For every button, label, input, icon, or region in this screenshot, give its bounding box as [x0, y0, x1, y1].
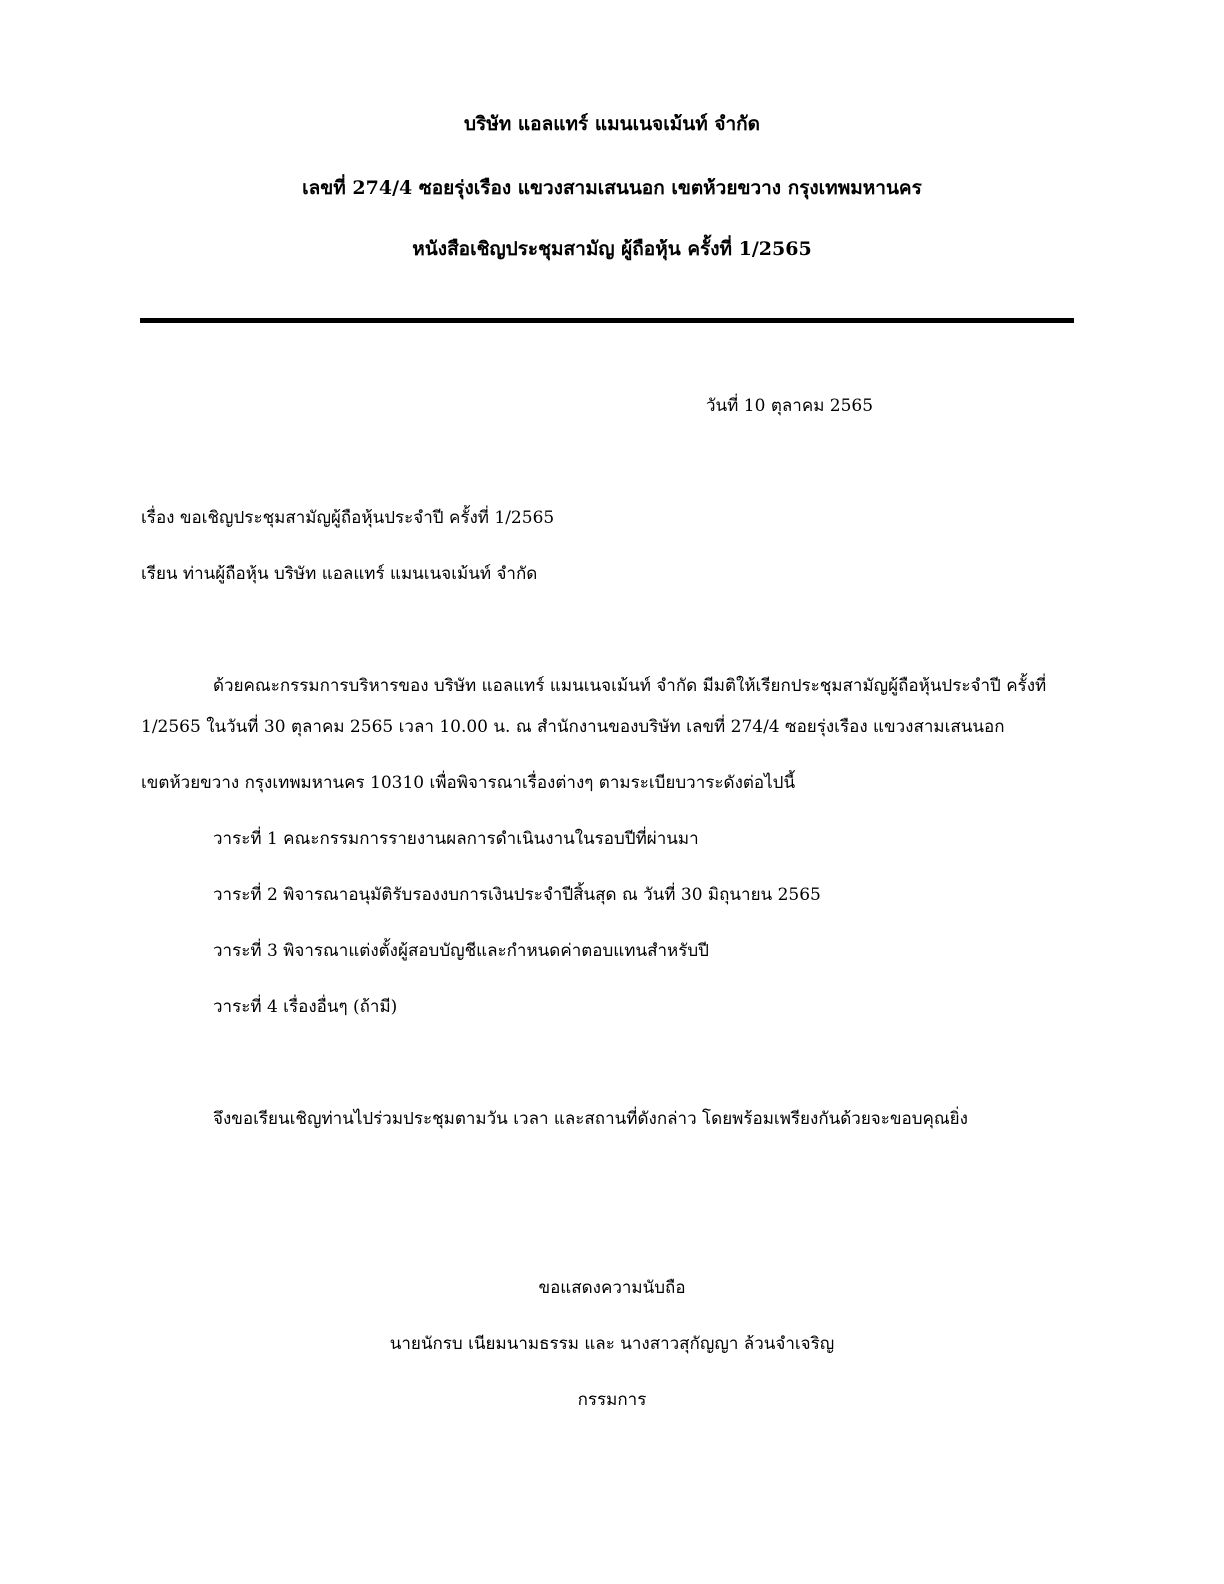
letter-subject: เรื่อง ขอเชิญประชุมสามัญผู้ถือหุ้นประจำปี ครั้งที่ 1/2565: [141, 508, 555, 528]
signature-salutation: ขอแสดงความนับถือ: [538, 1278, 686, 1298]
company-name: บริษัท แอลแทร์ แมนเนจเม้นท์ จำกัด: [464, 113, 760, 135]
body-line-2: 1/2565 ในวันที่ 30 ตุลาคม 2565 เวลา 10.00 น. ณ สำนักงานของบริษัท เลขที่ 274/4 ซอยรุ่งเรือง แขวงสามเสนนอก: [141, 717, 1005, 737]
signatory-names: นายนักรบ เนียมนามธรรม และ นางสาวสุกัญญา ล้วนจำเจริญ: [389, 1334, 835, 1354]
agenda-item-1: วาระที่ 1 คณะกรรมการรายงานผลการดำเนินงานในรอบปีที่ผ่านมา: [213, 829, 699, 849]
closing-paragraph: จึงขอเรียนเชิญท่านไปร่วมประชุมตามวัน เวลา และสถานที่ดังกล่าว โดยพร้อมเพรียงกันด้วยจะขอบคุณยิ่ง: [213, 1109, 968, 1129]
body-line-1: ด้วยคณะกรรมการบริหารของ บริษัท แอลแทร์ แมนเนจเม้นท์ จำกัด มีมติให้เรียกประชุมสามัญผู้ถือหุ้นประจำปี ครั้งที่: [213, 676, 1047, 696]
agenda-item-3: วาระที่ 3 พิจารณาแต่งตั้งผู้สอบบัญชีและกำหนดค่าตอบแทนสำหรับปี: [213, 941, 709, 961]
document-title: หนังสือเชิญประชุมสามัญ ผู้ถือหุ้น ครั้งที่ 1/2565: [412, 238, 812, 260]
letter-date: วันที่ 10 ตุลาคม 2565: [706, 396, 874, 416]
header-divider: [140, 318, 1074, 323]
agenda-item-4: วาระที่ 4 เรื่องอื่นๆ (ถ้ามี): [213, 997, 398, 1017]
agenda-item-2: วาระที่ 2 พิจารณาอนุมัติรับรองงบการเงินประจำปีสิ้นสุด ณ วันที่ 30 มิถุนายน 2565: [213, 885, 821, 905]
signatory-position: กรรมการ: [577, 1390, 647, 1410]
body-line-3: เขตห้วยขวาง กรุงเทพมหานคร 10310 เพื่อพิจารณาเรื่องต่างๆ ตามระเบียบวาระดังต่อไปนี้: [141, 773, 796, 793]
letter-recipient: เรียน ท่านผู้ถือหุ้น บริษัท แอลแทร์ แมนเนจเม้นท์ จำกัด: [141, 564, 538, 584]
company-address: เลขที่ 274/4 ซอยรุ่งเรือง แขวงสามเสนนอก เขตห้วยขวาง กรุงเทพมหานคร: [302, 177, 922, 199]
